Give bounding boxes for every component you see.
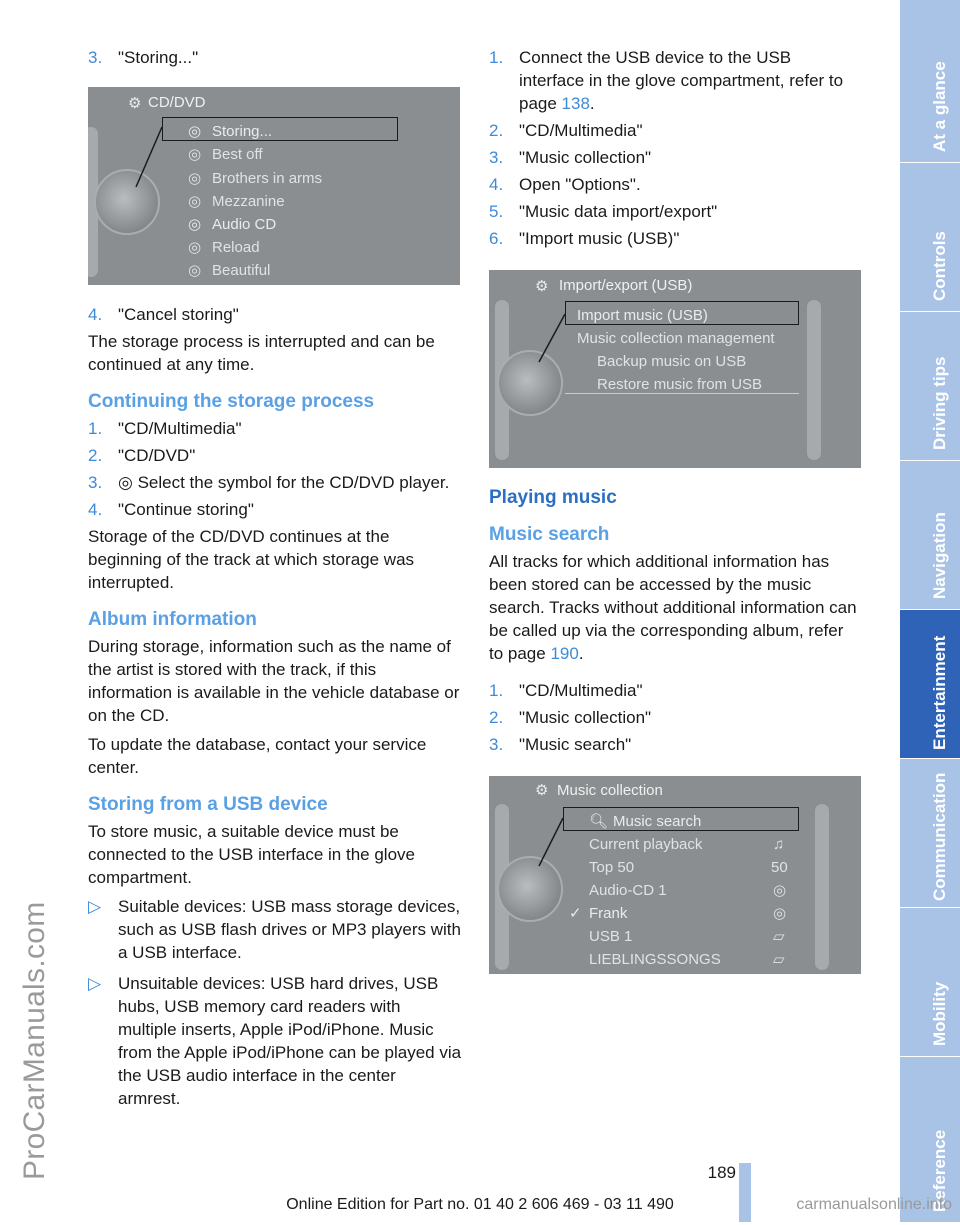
- screen-title: Music collection: [557, 782, 663, 799]
- step-text-part: .: [589, 94, 595, 113]
- bullet-item: [88, 895, 462, 964]
- screen-import-export: [489, 270, 861, 468]
- disc-icon: ◎: [773, 905, 787, 922]
- step-text: "Music collection": [519, 708, 652, 727]
- step-number: 2.: [88, 446, 103, 465]
- tab-navigation[interactable]: [900, 461, 960, 612]
- step-number: 2.: [489, 708, 504, 727]
- page-link[interactable]: 190: [550, 644, 579, 663]
- disc-icon: ◎: [188, 146, 202, 163]
- menu-item: Frank: [589, 905, 628, 922]
- step: [489, 227, 861, 250]
- paragraph: To store music, a suitable device must be connected to the USB interface in the glove compartment.: [88, 822, 415, 887]
- menu-item: Restore music from USB: [597, 376, 763, 393]
- right-column: [489, 46, 861, 992]
- step-number: 4.: [88, 305, 103, 324]
- section-heading: Playing music: [489, 487, 617, 508]
- tab-at-a-glance[interactable]: [900, 0, 960, 165]
- settings-icon: ⚙: [128, 95, 142, 112]
- menu-item: Reload: [212, 239, 260, 256]
- step-text: "Music data import/export": [519, 202, 718, 221]
- menu-item: Import music (USB): [577, 307, 708, 324]
- step: [489, 119, 861, 142]
- disc-icon: ◎: [188, 123, 202, 140]
- step-text: Select the symbol for the CD/DVD player.: [132, 473, 450, 492]
- step-text-part: Connect the USB device to the USB interface in the glove compartment, refer to page: [519, 48, 844, 113]
- tab-label: Controls: [930, 231, 949, 301]
- pointer-line: [489, 776, 861, 974]
- bullet-item: [88, 972, 462, 1110]
- menu-item: Storing...: [212, 123, 273, 140]
- step-text: "Import music (USB)": [519, 229, 680, 248]
- step-text: "CD/Multimedia": [118, 419, 242, 438]
- step-number: 6.: [489, 229, 504, 248]
- menu-item: Beautiful: [212, 262, 271, 279]
- page-number: 189: [707, 1163, 736, 1182]
- magnifier-icon: 🔍︎: [589, 813, 609, 830]
- disc-icon: ◎: [188, 170, 202, 187]
- step-text: "Music collection": [519, 148, 652, 167]
- step: [88, 46, 462, 69]
- disc-icon: ◎: [188, 262, 202, 279]
- step-text: "CD/Multimedia": [519, 681, 643, 700]
- disc-icon: ◎: [118, 473, 133, 492]
- step-number: 1.: [489, 681, 504, 700]
- bullet-text: Suitable devices: USB mass storage devices, such as USB flash drives or MP3 players with a USB interface.: [118, 897, 461, 962]
- screen-music-collection: [489, 776, 861, 974]
- menu-item: Audio-CD 1: [589, 882, 667, 899]
- paragraph: The storage process is interrupted and can be continued at any time.: [88, 332, 435, 374]
- step-number: 3.: [88, 473, 103, 492]
- left-column: [88, 46, 462, 1118]
- section-subheading: Music search: [489, 524, 610, 545]
- step-number: 5.: [489, 202, 504, 221]
- menu-item: Brothers in arms: [212, 170, 323, 187]
- music-note-icon: ♫: [773, 836, 785, 853]
- footer-brand: carmanualsonline.info: [796, 1196, 952, 1213]
- disc-icon: ◎: [773, 882, 787, 899]
- step-text-with-icon: [118, 471, 462, 494]
- step-number: 3.: [489, 148, 504, 167]
- top50-badge: 50: [771, 859, 788, 876]
- step: [489, 146, 861, 169]
- menu-item: Top 50: [589, 859, 635, 876]
- screen-title: Import/export (USB): [559, 277, 693, 294]
- paragraph: During storage, information such as the name of the artist is stored with the track, if this information is available in the vehicle database or on the CD.: [88, 637, 460, 725]
- tab-mobility[interactable]: [900, 908, 960, 1059]
- step: [489, 733, 861, 756]
- disc-icon: ◎: [188, 239, 202, 256]
- step: [88, 444, 462, 467]
- menu-item: USB 1: [589, 928, 633, 945]
- divider: [565, 393, 799, 394]
- step: [489, 679, 861, 702]
- step-text: [519, 46, 861, 115]
- bullet-triangle-icon: ▷: [88, 974, 102, 993]
- step: [88, 417, 462, 440]
- disc-icon: ◎: [188, 193, 202, 210]
- step-text: "Continue storing": [118, 500, 254, 519]
- menu-item: Audio CD: [212, 216, 277, 233]
- step-text: "CD/Multimedia": [519, 121, 643, 140]
- step-text: Open "Options".: [519, 175, 641, 194]
- step-number: 4.: [489, 175, 504, 194]
- step: [88, 303, 462, 326]
- step: [88, 471, 462, 494]
- step-number: 1.: [489, 48, 504, 67]
- page-link[interactable]: 138: [561, 94, 590, 113]
- menu-item: Backup music on USB: [597, 353, 747, 370]
- step: [489, 200, 861, 223]
- settings-icon: ⚙: [535, 278, 549, 295]
- section-heading: Continuing the storage process: [88, 391, 375, 412]
- step-text: "Storing...": [118, 48, 199, 67]
- tab-label: Reference: [930, 1129, 949, 1212]
- paragraph-part: .: [578, 644, 584, 663]
- step-number: 2.: [489, 121, 504, 140]
- settings-icon: ⚙: [535, 782, 549, 799]
- chapter-tabs: [900, 0, 960, 1222]
- tab-label: At a glance: [930, 61, 949, 152]
- step: [489, 706, 861, 729]
- bullet-text: Unsuitable devices: USB hard drives, USB hubs, USB memory card readers with multiple inserts, Apple iPod/iPhone. Music from the Apple iPod/iPhone can be played via the USB audio interface in the center armrest.: [118, 974, 462, 1108]
- tab-label: Communication: [930, 772, 949, 901]
- tab-driving-tips[interactable]: [900, 312, 960, 463]
- step-number: 3.: [489, 735, 504, 754]
- menu-item: Music collection management: [577, 330, 775, 347]
- bullet-triangle-icon: ▷: [88, 897, 102, 916]
- screen-title: CD/DVD: [148, 94, 206, 111]
- menu-item: Music search: [613, 813, 702, 830]
- folder-icon: ▱: [773, 951, 785, 968]
- section-heading: Storing from a USB device: [88, 794, 328, 815]
- tab-label: Driving tips: [930, 356, 949, 450]
- check-icon: ✓: [569, 905, 582, 922]
- tab-entertainment[interactable]: [900, 610, 960, 761]
- tab-controls[interactable]: [900, 163, 960, 314]
- step-text: "CD/DVD": [118, 446, 196, 465]
- menu-item: LIEBLINGSSONGS: [589, 951, 721, 968]
- screen-cd-dvd: [88, 87, 460, 285]
- step-number: 4.: [88, 500, 103, 519]
- step-text: "Cancel storing": [118, 305, 239, 324]
- paragraph-part: All tracks for which additional information has been stored can be accessed by the music search. Tracks without additional information can be called up via the corresponding album, refer to page: [489, 552, 857, 663]
- paragraph: [489, 550, 861, 665]
- step: [489, 46, 861, 115]
- footer: [0, 1196, 960, 1214]
- paragraph: Storage of the CD/DVD continues at the beginning of the track at which storage was interrupted.: [88, 527, 415, 592]
- step-number: 3.: [88, 48, 103, 67]
- step-number: 1.: [88, 419, 103, 438]
- disc-icon: ◎: [188, 216, 202, 233]
- menu-item: Current playback: [589, 836, 703, 853]
- footer-text: Online Edition for Part no. 01 40 2 606 469 - 03 11 490: [286, 1196, 674, 1213]
- folder-icon: ▱: [773, 928, 785, 945]
- paragraph: To update the database, contact your service center.: [88, 735, 427, 777]
- menu-item: Best off: [212, 146, 263, 163]
- step-text: "Music search": [519, 735, 632, 754]
- step: [489, 173, 861, 196]
- step: [88, 498, 462, 521]
- section-heading: Album information: [88, 609, 257, 630]
- tab-label: Navigation: [930, 512, 949, 599]
- tab-label: Entertainment: [930, 635, 949, 750]
- tab-label: Mobility: [930, 981, 949, 1046]
- watermark-text: ProCarManuals.com: [18, 901, 51, 1180]
- tab-communication[interactable]: [900, 759, 960, 910]
- menu-item: Mezzanine: [212, 193, 285, 210]
